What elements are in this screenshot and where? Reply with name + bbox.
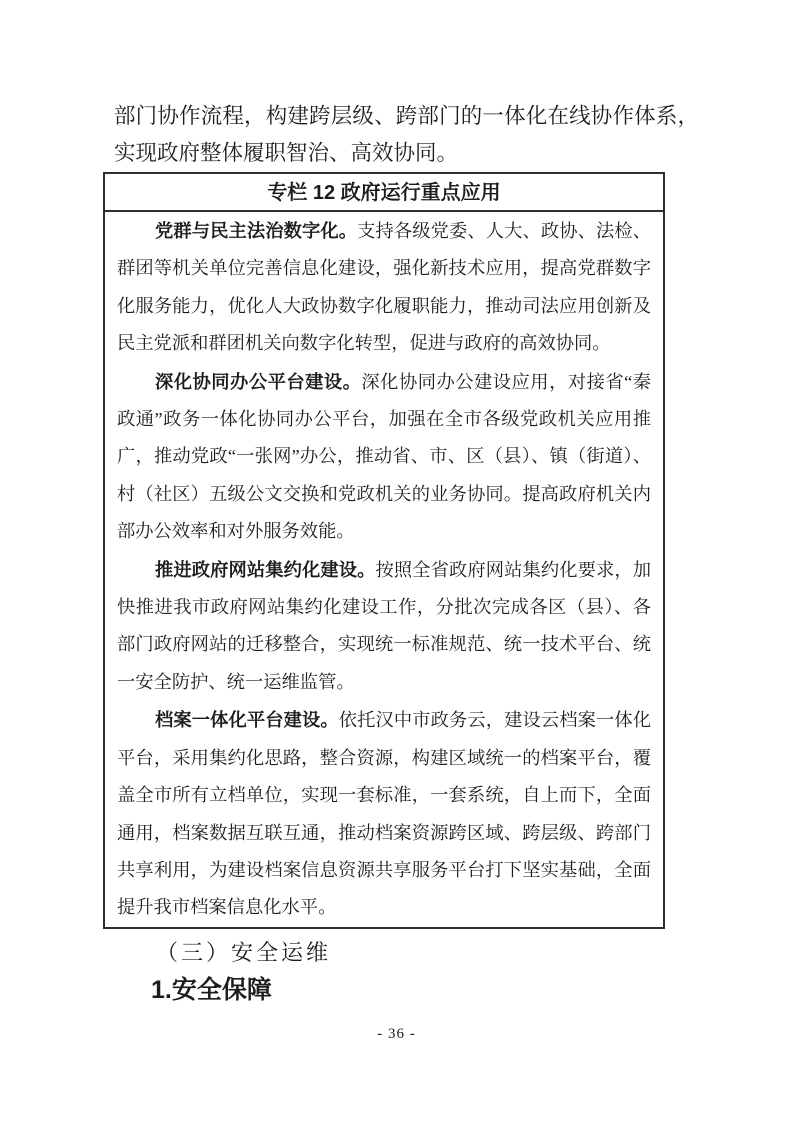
feature-box — [103, 172, 665, 929]
intro-paragraph: 部门协作流程，构建跨层级、跨部门的一体化在线协作体系，实现政府整体履职智治、高效协同。 — [114, 104, 699, 165]
box-paragraph-archive-platform — [117, 701, 651, 926]
paragraph-lead: 推进政府网站集约化建设。 — [155, 558, 376, 580]
paragraph-lead: 深化协同办公平台建设。 — [155, 370, 362, 392]
paragraph-text: 支持各级党委、人大、政协、法检、群团等机关单位完善信息化建设，强化新技术应用，提高党群数字化服务能力，优化人大政协数字化履职能力，推动司法应用创新及民主党派和群团机关向数字化转型，促进与政府的高效协同。 — [117, 221, 652, 354]
page-number: - 36 - — [377, 1026, 416, 1042]
section-heading: （三）安全运维 — [156, 939, 332, 965]
subsection-heading: 1.安全保障 — [151, 975, 272, 1004]
box-paragraph-website-consolidation — [117, 551, 651, 702]
paragraph-text: 深化协同办公建设应用，对接省“秦政通”政务一体化协同办公平台，加强在全市各级党政机关应用推广，推动党政“一张网”办公，推动省、市、区（县）、镇（街道）、村（社区）五级公文交换和党政机关的业务协同。提高政府机关内部办公效率和对外服务效能。 — [117, 371, 652, 542]
paragraph-lead: 档案一体化平台建设。 — [155, 709, 339, 731]
feature-box-body — [105, 212, 663, 927]
box-paragraph-collaborative-office — [117, 363, 651, 551]
paragraph-text: 按照全省政府网站集约化要求，加快推进我市政府网站集约化建设工作，分批次完成各区（县）、各部门政府网站的迁移整合，实现统一标准规范、统一技术平台、统一安全防护、统一运维监管。 — [117, 559, 652, 692]
paragraph-text: 依托汉中市政务云，建设云档案一体化平台，采用集约化思路，整合资源，构建区域统一的档案平台，覆盖全市所有立档单位，实现一套标准，一套系统，自上而下，全面通用，档案数据互联互通，推动档案资源跨区域、跨层级、跨部门共享利用，为建设档案信息资源共享服务平台打下坚实基础，全面提升我市档案信息化水平。 — [117, 710, 652, 918]
feature-box-title: 专栏 12 政府运行重点应用 — [105, 174, 663, 212]
paragraph-lead: 党群与民主法治数字化。 — [155, 220, 358, 241]
box-paragraph-party-digitalization — [117, 212, 651, 363]
